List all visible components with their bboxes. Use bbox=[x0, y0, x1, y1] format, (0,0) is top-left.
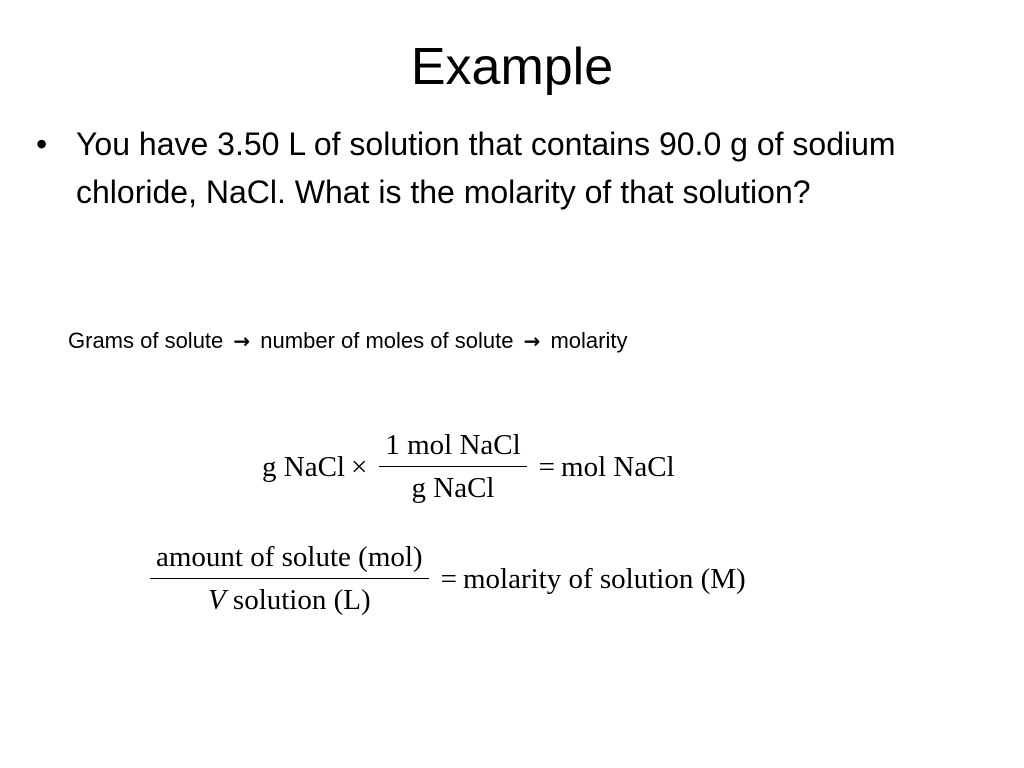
equation1-rhs: mol NaCl bbox=[561, 450, 675, 483]
equation1-fraction bbox=[379, 428, 526, 505]
volume-variable: V bbox=[207, 584, 226, 616]
equation-grams-to-moles bbox=[262, 428, 675, 505]
equation2-numerator: amount of solute (mol) bbox=[156, 541, 423, 573]
equation1-denominator: g NaCl bbox=[411, 472, 495, 504]
slide-title: Example bbox=[410, 38, 614, 96]
flow-step-moles: number of moles of solute bbox=[260, 328, 514, 353]
equation2-rhs: molarity of solution (M) bbox=[462, 562, 746, 595]
equation1-numerator: 1 mol NaCl bbox=[385, 429, 521, 461]
equation2-denominator-rest: solution (L) bbox=[225, 584, 371, 616]
right-arrow-icon: → bbox=[523, 329, 541, 353]
equation2-fraction bbox=[150, 540, 429, 617]
equation1-lhs: g NaCl bbox=[262, 450, 345, 483]
equals-sign: = bbox=[538, 450, 556, 483]
bullet-dot-icon: • bbox=[36, 126, 48, 162]
equation2-denominator bbox=[202, 579, 377, 617]
bullet-text: You have 3.50 L of solution that contains 90.0 g of sodium chloride, NaCl. What is the molarity of that solution? bbox=[76, 126, 896, 210]
equals-sign: = bbox=[440, 562, 457, 595]
times-sign: × bbox=[350, 450, 368, 483]
flow-step-molarity: molarity bbox=[550, 328, 628, 353]
equation-molarity bbox=[150, 540, 746, 617]
flow-step-grams: Grams of solute bbox=[68, 328, 224, 353]
right-arrow-icon: → bbox=[233, 329, 251, 353]
conversion-flow bbox=[68, 326, 627, 356]
